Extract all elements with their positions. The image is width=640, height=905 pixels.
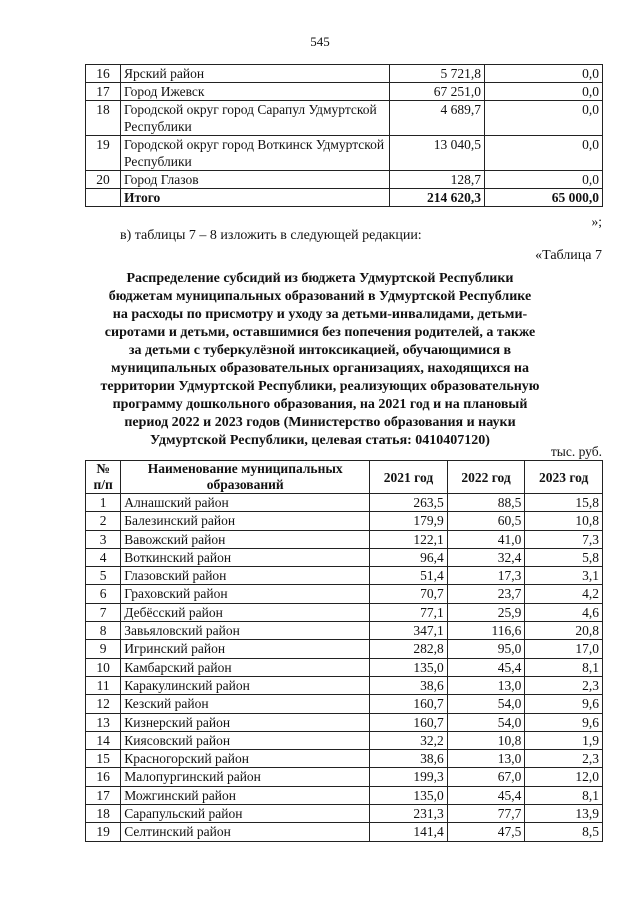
row-number: 2 <box>86 512 121 530</box>
value-2022: 13,0 <box>447 750 525 768</box>
table-row <box>86 750 603 768</box>
total-row <box>86 189 603 207</box>
row-number: 17 <box>86 786 121 804</box>
row-number: 3 <box>86 530 121 548</box>
value-cell: 0,0 <box>485 136 603 171</box>
value-cell: 0,0 <box>485 83 603 101</box>
value-2022: 32,4 <box>447 548 525 566</box>
table-label: «Таблица 7 <box>535 248 602 263</box>
value-2022: 67,0 <box>447 768 525 786</box>
value-2021: 231,3 <box>370 805 448 823</box>
total-label: Итого <box>121 189 390 207</box>
row-number: 14 <box>86 731 121 749</box>
value-2022: 45,4 <box>447 786 525 804</box>
value-2022: 54,0 <box>447 713 525 731</box>
municipality-name: Малопургинский район <box>121 768 370 786</box>
empty-cell <box>86 189 121 207</box>
value-2023: 7,3 <box>525 530 603 548</box>
row-number: 4 <box>86 548 121 566</box>
table-row <box>86 585 603 603</box>
row-number: 13 <box>86 713 121 731</box>
units-label: тыс. руб. <box>550 444 602 459</box>
municipality-name: Городской округ город Сарапул Удмуртской Республики <box>121 101 390 136</box>
value-2022: 77,7 <box>447 805 525 823</box>
table-row <box>86 530 603 548</box>
table-row <box>86 101 603 136</box>
value-2023: 1,9 <box>525 731 603 749</box>
value-2021: 32,2 <box>370 731 448 749</box>
closing-quote: »; <box>591 214 602 229</box>
municipality-name: Кезский район <box>121 695 370 713</box>
value-2021: 38,6 <box>370 750 448 768</box>
table-row <box>86 768 603 786</box>
value-2021: 38,6 <box>370 676 448 694</box>
value-2023: 2,3 <box>525 676 603 694</box>
value-2021: 263,5 <box>370 494 448 512</box>
value-2023: 8,1 <box>525 658 603 676</box>
row-number: 11 <box>86 676 121 694</box>
row-number: 15 <box>86 750 121 768</box>
value-2021: 135,0 <box>370 658 448 676</box>
subsidy-table <box>85 460 603 842</box>
table-row <box>86 171 603 189</box>
value-2023: 8,5 <box>525 823 603 841</box>
value-2023: 5,8 <box>525 548 603 566</box>
table-row <box>86 65 603 83</box>
value-2023: 20,8 <box>525 622 603 640</box>
value-2022: 13,0 <box>447 676 525 694</box>
value-2021: 160,7 <box>370 713 448 731</box>
header-2022: 2022 год <box>447 461 525 494</box>
value-2022: 95,0 <box>447 640 525 658</box>
value-2023: 9,6 <box>525 713 603 731</box>
table-row <box>86 695 603 713</box>
amendment-paragraph: в) таблицы 7 – 8 изложить в следующей редакции: <box>120 228 422 243</box>
value-2021: 179,9 <box>370 512 448 530</box>
municipality-name: Алнашский район <box>121 494 370 512</box>
value-cell: 128,7 <box>390 171 485 189</box>
value-2021: 51,4 <box>370 567 448 585</box>
value-2023: 13,9 <box>525 805 603 823</box>
table-row <box>86 805 603 823</box>
value-2023: 4,2 <box>525 585 603 603</box>
table-row <box>86 548 603 566</box>
table-row <box>86 658 603 676</box>
row-number: 16 <box>86 65 121 83</box>
header-municipality: Наименование муниципальных образований <box>121 461 370 494</box>
value-2021: 135,0 <box>370 786 448 804</box>
value-2021: 282,8 <box>370 640 448 658</box>
value-2022: 116,6 <box>447 622 525 640</box>
value-2022: 47,5 <box>447 823 525 841</box>
value-2022: 17,3 <box>447 567 525 585</box>
table-row <box>86 640 603 658</box>
table-row <box>86 512 603 530</box>
row-number: 1 <box>86 494 121 512</box>
row-number: 16 <box>86 768 121 786</box>
value-2023: 12,0 <box>525 768 603 786</box>
row-number: 8 <box>86 622 121 640</box>
value-2023: 3,1 <box>525 567 603 585</box>
row-number: 12 <box>86 695 121 713</box>
table-row <box>86 786 603 804</box>
value-2023: 9,6 <box>525 695 603 713</box>
table-row <box>86 567 603 585</box>
row-number: 9 <box>86 640 121 658</box>
row-number: 18 <box>86 805 121 823</box>
header-2021: 2021 год <box>370 461 448 494</box>
municipality-name: Можгинский район <box>121 786 370 804</box>
value-2021: 141,4 <box>370 823 448 841</box>
value-cell: 4 689,7 <box>390 101 485 136</box>
value-2021: 160,7 <box>370 695 448 713</box>
continued-table <box>85 64 603 207</box>
value-cell: 0,0 <box>485 101 603 136</box>
value-2021: 347,1 <box>370 622 448 640</box>
value-2021: 122,1 <box>370 530 448 548</box>
table-header-row <box>86 461 603 494</box>
value-2023: 8,1 <box>525 786 603 804</box>
row-number: 10 <box>86 658 121 676</box>
municipality-name: Сарапульский район <box>121 805 370 823</box>
value-2022: 10,8 <box>447 731 525 749</box>
value-2021: 70,7 <box>370 585 448 603</box>
municipality-name: Глазовский район <box>121 567 370 585</box>
municipality-name: Ярский район <box>121 65 390 83</box>
page-number: 545 <box>310 34 330 49</box>
value-cell: 0,0 <box>485 65 603 83</box>
value-2022: 41,0 <box>447 530 525 548</box>
municipality-name: Вавожский район <box>121 530 370 548</box>
municipality-name: Киясовский район <box>121 731 370 749</box>
municipality-name: Красногорский район <box>121 750 370 768</box>
value-2023: 4,6 <box>525 603 603 621</box>
table-row <box>86 136 603 171</box>
row-number: 7 <box>86 603 121 621</box>
table-heading: Распределение субсидий из бюджета Удмуртской Республики бюджетам муниципальных образований в Удмуртской Республике на расходы по присмотру и уходу за детьми-инвалидами, детьми-сиротами и детьми, оставшимися без попечения родителей, а также за детьми с туберкулёзной интоксикацией, обучающимися в муниципальных образовательных организациях, находящихся на территории Удмуртской Республики, реализующих образовательную программу дошкольного образования, на 2021 год и на плановый период 2022 и 2023 годов (Министерство образования и науки Удмуртской Республики, целевая статья: 0410407120) <box>100 271 540 448</box>
header-2023: 2023 год <box>525 461 603 494</box>
municipality-name: Воткинский район <box>121 548 370 566</box>
total-value: 214 620,3 <box>390 189 485 207</box>
municipality-name: Город Глазов <box>121 171 390 189</box>
value-2021: 96,4 <box>370 548 448 566</box>
municipality-name: Селтинский район <box>121 823 370 841</box>
row-number: 5 <box>86 567 121 585</box>
value-2022: 54,0 <box>447 695 525 713</box>
value-2022: 45,4 <box>447 658 525 676</box>
municipality-name: Городской округ город Воткинск Удмуртской Республики <box>121 136 390 171</box>
value-2023: 10,8 <box>525 512 603 530</box>
value-2023: 15,8 <box>525 494 603 512</box>
row-number: 17 <box>86 83 121 101</box>
value-cell: 67 251,0 <box>390 83 485 101</box>
municipality-name: Каракулинский район <box>121 676 370 694</box>
table-row <box>86 494 603 512</box>
value-cell: 13 040,5 <box>390 136 485 171</box>
table-row <box>86 713 603 731</box>
municipality-name: Граховский район <box>121 585 370 603</box>
value-2023: 2,3 <box>525 750 603 768</box>
value-2022: 60,5 <box>447 512 525 530</box>
value-2021: 77,1 <box>370 603 448 621</box>
municipality-name: Дебёсский район <box>121 603 370 621</box>
row-number: 6 <box>86 585 121 603</box>
table-row <box>86 603 603 621</box>
row-number: 20 <box>86 171 121 189</box>
municipality-name: Кизнерский район <box>121 713 370 731</box>
value-2022: 25,9 <box>447 603 525 621</box>
value-2023: 17,0 <box>525 640 603 658</box>
value-2022: 23,7 <box>447 585 525 603</box>
table-row <box>86 83 603 101</box>
municipality-name: Игринский район <box>121 640 370 658</box>
municipality-name: Город Ижевск <box>121 83 390 101</box>
value-cell: 5 721,8 <box>390 65 485 83</box>
row-number: 18 <box>86 101 121 136</box>
value-cell: 0,0 <box>485 171 603 189</box>
table-row <box>86 676 603 694</box>
row-number: 19 <box>86 823 121 841</box>
table-row <box>86 622 603 640</box>
municipality-name: Балезинский район <box>121 512 370 530</box>
value-2021: 199,3 <box>370 768 448 786</box>
total-value: 65 000,0 <box>485 189 603 207</box>
municipality-name: Завьяловский район <box>121 622 370 640</box>
row-number: 19 <box>86 136 121 171</box>
table-row <box>86 731 603 749</box>
value-2022: 88,5 <box>447 494 525 512</box>
header-number: № п/п <box>86 461 121 494</box>
table-row <box>86 823 603 841</box>
municipality-name: Камбарский район <box>121 658 370 676</box>
